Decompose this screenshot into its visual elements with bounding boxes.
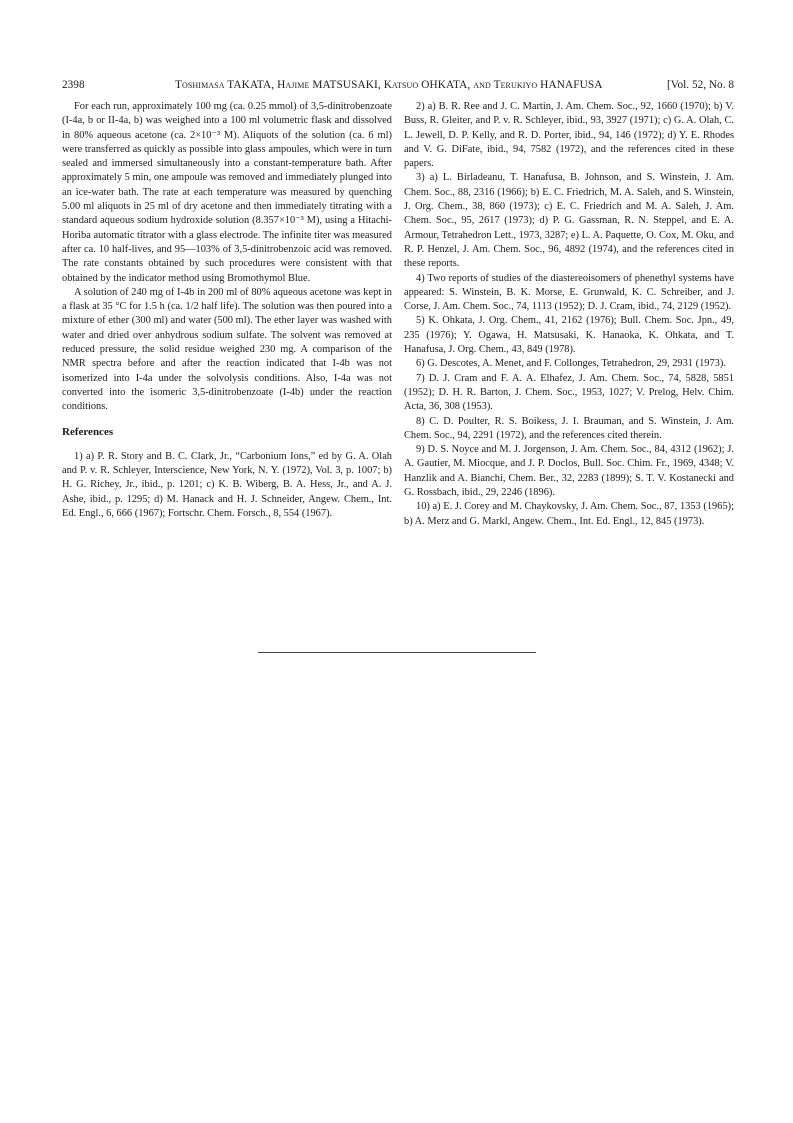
- reference-10: 10) a) E. J. Corey and M. Chaykovsky, J. Am. Chem. Soc., 87, 1353 (1965); b) A. Merz and G. Markl, Angew. Chem., Int. Ed. Engl., 12, 845 (1973).: [404, 501, 734, 527]
- right-column: [404, 100, 734, 529]
- reference-5: 5) K. Ohkata, J. Org. Chem., 41, 2162 (1976); Bull. Chem. Soc. Jpn., 49, 235 (1976); Y. Ogawa, H. Matsusaki, K. Hanaoka, K. Ohkata, and T. Hanafusa, J. Org. Chem., 43, 849 (1978).: [404, 315, 734, 356]
- left-column: [62, 100, 392, 521]
- reference-6: 6) G. Descotes, A. Menet, and F. Collonges, Tetrahedron, 29, 2931 (1973).: [416, 358, 726, 370]
- volume-issue: [Vol. 52, No. 8: [667, 79, 734, 91]
- page-number: 2398: [62, 79, 85, 91]
- reference-8: 8) C. D. Poulter, R. S. Boikess, J. I. Brauman, and S. Winstein, J. Am. Chem. Soc., 94, 2291 (1972), and the references cited therein.: [404, 415, 734, 441]
- reference-7: 7) D. J. Cram and F. A. A. Elhafez, J. Am. Chem. Soc., 74, 5828, 5851 (1952); D. H. R. Barton, J. Chem. Soc., 1953, 1027; V. Prelog, Helv. Chim. Acta, 36, 308 (1953).: [404, 372, 734, 413]
- reference-2: 2) a) B. R. Ree and J. C. Martin, J. Am. Chem. Soc., 92, 1660 (1970); b) V. Buss, R. Gleiter, and P. v. R. Schleyer, ibid., 93, 3927 (1971); c) G. A. Olah, C. L. Jewell, D. P. Kelly, and R. D. Porter, ibid., 94, 146 (1972); d) Y. E. Rhodes and V. G. DiFate, ibid., 94, 7582 (1972), and the references cited in these papers.: [404, 101, 734, 170]
- running-authors: Toshimasa TAKATA, Hajime MATSUSAKI, Katsuo OHKATA, and Terukiyo HANAFUSA: [175, 79, 603, 91]
- reference-9: 9) D. S. Noyce and M. J. Jorgenson, J. Am. Chem. Soc., 84, 4312 (1962); J. A. Gautier, M. Miocque, and J. P. Doclos, Bull. Soc. Chim. Fr., 1969, 4348; V. Hanzlik and A. Bianchi, Chem. Ber., 32, 2283 (1899); S. T. V. Kostanecki and G. Rossbach, ibid., 29, 2246 (1896).: [404, 444, 734, 499]
- end-of-article-rule: [258, 652, 536, 653]
- experimental-paragraph-kinetics: For each run, approximately 100 mg (ca. 0.25 mmol) of 3,5-dinitrobenzoate (I-4a, b or II-4a, b) was weighed into a 100 ml volumetric flask and dissolved in 80% aqueous acetone (ca. 2×10⁻³ M). Aliquots of the solution (ca. 6 ml) were transferred as quickly as possible into glass ampoules, which were in turn sealed and immersed simultaneously into a constant-temperature bath. After approximately 5 min, one ampoule was removed and immediately plunged into an ice-water bath. The rate at each temperature was measured by quenching 5.00 ml aliquots in 25 ml of dry acetone and then immediately titrating with a standard aqueous sodium hydroxide solution (8.357×10⁻³ M), using a Hitachi-Horiba automatic titrator with a glass electrode. The infinite titer was measured after ca. 10 half-lives, and 95—103% of 3,5-dinitrobenzoic acid was removed. The rate constants obtained by such procedures were consistent with that obtained by the indicator method using Bromothymol Blue.: [62, 101, 392, 284]
- running-header: [62, 77, 734, 93]
- reference-4: 4) Two reports of studies of the diastereoisomers of phenethyl systems have appeared: S. Winstein, B. K. Morse, E. Grunwald, K. C. Schreiber, and J. Corse, J. Am. Chem. Soc., 74, 1113 (1952); D. J. Cram, ibid., 74, 2129 (1952).: [404, 272, 734, 313]
- experimental-paragraph-isomerization: A solution of 240 mg of I-4b in 200 ml of 80% aqueous acetone was kept in a flask at 35 °C for 1.5 h (ca. 1/2 half life). The solution was then poured into a mixture of ether (300 ml) and water (500 ml). The ether layer was washed with water and dried over anhydrous sodium sulfate. The solvent was removed at reduced pressure, the solid residue weighed 230 mg. A comparison of the NMR spectra before and after the reaction indicated that I-4b was not isomerized into I-4a under the solvolysis conditions. Also, I-4a was not converted into the isomeric 3,5-dinitrobenzoate (I-4b) under the reaction conditions.: [62, 286, 392, 413]
- references-heading: References: [62, 425, 114, 438]
- reference-1: 1) a) P. R. Story and B. C. Clark, Jr., “Carbonium Ions,” ed by G. A. Olah and P. v. R. Schleyer, Interscience, New York, N. Y. (1972), Vol. 3, p. 1007; b) H. G. Richey, Jr., ibid., p. 1201; c) K. B. Wiberg, B. A. Hess, Jr., and A. J. Ashe, ibid., p. 1295; d) M. Hanack and H. J. Schneider, Angew. Chem., Int. Ed. Engl., 6, 666 (1967); Fortschr. Chem. Forsch., 8, 554 (1967).: [62, 450, 392, 520]
- reference-3: 3) a) L. Birladeanu, T. Hanafusa, B. Johnson, and S. Winstein, J. Am. Chem. Soc., 88, 2316 (1966); b) E. C. Friedrich, M. A. Saleh, and S. Winstein, J. Org. Chem., 38, 860 (1973); c) E. C. Friedrich and M. A. Saleh, J. Am. Chem. Soc., 95, 2617 (1973); d) P. G. Gassman, R. N. Steppel, and E. A. Armour, Tetrahedron Lett., 1973, 3287; e) L. A. Paquette, O. Cox, M. Oku, and R. P. Henzel, J. Am. Chem. Soc., 96, 4892 (1974), and the references cited in these reports.: [404, 172, 734, 270]
